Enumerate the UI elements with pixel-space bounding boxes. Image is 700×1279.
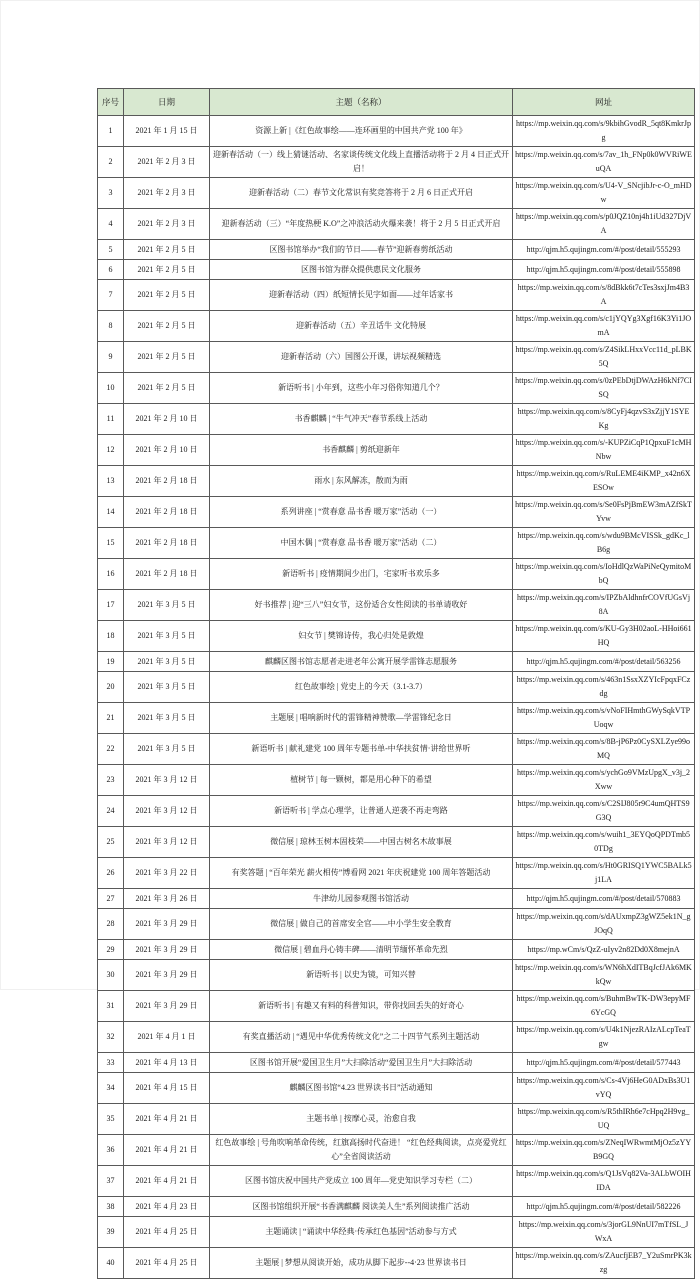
table-row [98, 1197, 695, 1217]
table-row [98, 528, 695, 559]
row-url-cell: https://mp.weixin.qq.com/s/ZNeqIWRwmtMjOz5zYYB9GQ [513, 1135, 695, 1166]
row-title-cell: 妇女节 | 樊锦诗传，我心归处是敦煌 [210, 621, 513, 652]
row-url-cell: https://mp.weixin.qq.com/s/R5thIRh6e7cHpq2H9vg_UQ [513, 1104, 695, 1135]
row-date-cell: 2021 年 2 月 3 日 [124, 147, 210, 178]
row-title-cell: 区图书馆举办“我们的节日——春节”迎新春剪纸活动 [210, 240, 513, 260]
row-title-cell: 新语听书 | 以史为镜，可知兴替 [210, 960, 513, 991]
row-date-cell: 2021 年 4 月 21 日 [124, 1135, 210, 1166]
row-title-cell: 迎新春活动（六）国图公开课，讲坛视频精选 [210, 342, 513, 373]
row-url-cell: https://mp.weixin.qq.com/s/Ht0GRISQ1YWC5BALk5j1LA [513, 858, 695, 889]
table-row [98, 703, 695, 734]
row-date-cell: 2021 年 3 月 29 日 [124, 909, 210, 940]
row-index-cell: 20 [98, 672, 124, 703]
row-date-cell: 2021 年 3 月 5 日 [124, 652, 210, 672]
table-row [98, 858, 695, 889]
table-row [98, 1217, 695, 1248]
row-index-cell: 29 [98, 940, 124, 960]
row-index-cell: 26 [98, 858, 124, 889]
row-date-cell: 2021 年 2 月 5 日 [124, 280, 210, 311]
row-index-cell: 12 [98, 435, 124, 466]
table-row [98, 734, 695, 765]
row-url-cell: https://mp.weixin.qq.com/s/p0JQZ10nj4h1iUd327DjVA [513, 209, 695, 240]
row-url-cell: https://mp.weixin.qq.com/s/8B-jP6Pz0CySXLZye99oMQ [513, 734, 695, 765]
row-title-cell: 区图书馆庆祝中国共产党成立 100 周年—党史知识学习专栏（二） [210, 1166, 513, 1197]
row-title-cell: 新语听书 | 疫情期间少出门，宅家听书欢乐多 [210, 559, 513, 590]
row-title-cell: 主题书单 | 按摩心灵，治愈自我 [210, 1104, 513, 1135]
row-index-cell: 30 [98, 960, 124, 991]
table-row [98, 652, 695, 672]
row-index-cell: 17 [98, 590, 124, 621]
row-date-cell: 2021 年 2 月 18 日 [124, 559, 210, 590]
row-index-cell: 18 [98, 621, 124, 652]
row-url-cell: https://mp.weixin.qq.com/s/RuLEME4iKMP_x42n6XESOw [513, 466, 695, 497]
row-title-cell: 微信展 | 碧血丹心铸丰碑——清明节缅怀革命先烈 [210, 940, 513, 960]
table-row [98, 590, 695, 621]
row-url-cell: http://qjm.h5.qujingm.com/#/post/detail/563256 [513, 652, 695, 672]
row-date-cell: 2021 年 4 月 23 日 [124, 1197, 210, 1217]
row-url-cell: https://mp.weixin.qq.com/s/IPZbAldhnfrCOVfUGsVj8A [513, 590, 695, 621]
row-index-cell: 35 [98, 1104, 124, 1135]
table-row [98, 116, 695, 147]
row-url-cell: https://mp.weixin.qq.com/s/Z4SikLHxxVcc11d_pLBK5Q [513, 342, 695, 373]
row-url-cell: https://mp.weixin.qq.com/s/7av_1h_FNp0k0WVRiWEuQA [513, 147, 695, 178]
table-row [98, 178, 695, 209]
row-url-cell: http://qjm.h5.qujingm.com/#/post/detail/582226 [513, 1197, 695, 1217]
row-url-cell: https://mp.weixin.qq.com/s/463n1SsxXZYIcFpqxFCzdg [513, 672, 695, 703]
row-index-cell: 14 [98, 497, 124, 528]
row-date-cell: 2021 年 3 月 12 日 [124, 765, 210, 796]
row-url-cell: https://mp.weixin.qq.com/s/U4k1NjezRAIzALcpTeaTgw [513, 1022, 695, 1053]
row-index-cell: 19 [98, 652, 124, 672]
row-url-cell: https://mp.weixin.qq.com/s/0zPEbDtjDWAzH6kNf7CISQ [513, 373, 695, 404]
row-title-cell: 迎新春活动（一）线上猜谜活动、名家谈传统文化线上直播活动将于 2 月 4 日正式开启！ [210, 147, 513, 178]
row-index-cell: 13 [98, 466, 124, 497]
row-date-cell: 2021 年 3 月 5 日 [124, 703, 210, 734]
row-title-cell: 迎新春活动（五）辛丑话牛 文化特展 [210, 311, 513, 342]
row-title-cell: 主题诵读 | “诵读中华经典·传承红色基因”活动参与方式 [210, 1217, 513, 1248]
row-url-cell: https://mp.weixin.qq.com/s/Se0FsPjBmEW3mAZfSkTYvw [513, 497, 695, 528]
table-row [98, 940, 695, 960]
table-row [98, 1248, 695, 1279]
table-row [98, 404, 695, 435]
row-index-cell: 7 [98, 280, 124, 311]
row-title-cell: 资源上新 |《红色故事绘——连环画里的中国共产党 100 年》 [210, 116, 513, 147]
header-cell-title: 主题（名称） [210, 89, 513, 116]
row-url-cell: https://mp.weixin.qq.com/s/BuhmBwTK-DW3epyMF6YcGQ [513, 991, 695, 1022]
table-row [98, 1135, 695, 1166]
table-row [98, 909, 695, 940]
table-row [98, 672, 695, 703]
row-date-cell: 2021 年 2 月 18 日 [124, 466, 210, 497]
row-url-cell: https://mp.weixin.qq.com/s/ychGo9VMzUpgX_v3j_2Xww [513, 765, 695, 796]
row-index-cell: 15 [98, 528, 124, 559]
row-title-cell: 系列讲座 | “赏春意 品书香 暖万家”活动（一） [210, 497, 513, 528]
table-row [98, 209, 695, 240]
row-url-cell: http://qjm.h5.qujingm.com/#/post/detail/555293 [513, 240, 695, 260]
row-index-cell: 39 [98, 1217, 124, 1248]
header-cell-date: 日期 [124, 89, 210, 116]
table-row [98, 1053, 695, 1073]
table-row [98, 1022, 695, 1053]
table-row [98, 373, 695, 404]
row-index-cell: 33 [98, 1053, 124, 1073]
row-index-cell: 36 [98, 1135, 124, 1166]
row-index-cell: 23 [98, 765, 124, 796]
row-url-cell: http://qjm.h5.qujingm.com/#/post/detail/555898 [513, 260, 695, 280]
row-title-cell: 微信展 | 琼林玉树本固枝荣——中国古树名木故事展 [210, 827, 513, 858]
table-row [98, 889, 695, 909]
row-index-cell: 40 [98, 1248, 124, 1279]
row-date-cell: 2021 年 3 月 22 日 [124, 858, 210, 889]
table-row [98, 991, 695, 1022]
table-row [98, 435, 695, 466]
row-title-cell: 有奖答题 | “百年荣光 薪火相传”博看网 2021 年庆祝建党 100 周年答题活动 [210, 858, 513, 889]
header-cell-url: 网址 [513, 89, 695, 116]
row-title-cell: 中国木偶 | “赏春意 品书香 暖万家”活动（二） [210, 528, 513, 559]
row-index-cell: 21 [98, 703, 124, 734]
row-date-cell: 2021 年 3 月 12 日 [124, 796, 210, 827]
row-title-cell: 牛津幼儿园参观图书馆活动 [210, 889, 513, 909]
row-index-cell: 37 [98, 1166, 124, 1197]
row-title-cell: 雨水 | 东风解冻，散而为雨 [210, 466, 513, 497]
row-index-cell: 28 [98, 909, 124, 940]
row-url-cell: https://mp.weixin.qq.com/s/Cs-4Vj6HeG0ADxBs3U1vYQ [513, 1073, 695, 1104]
row-url-cell: https://mp.weixin.qq.com/s/3jorGL9NnUI7mTfSL_JWxA [513, 1217, 695, 1248]
row-url-cell: https://mp.weixin.qq.com/s/U4-V_SNcjibJr-c-O_mHDw [513, 178, 695, 209]
row-date-cell: 2021 年 3 月 5 日 [124, 672, 210, 703]
row-url-cell: https://mp.weixin.qq.com/s/-KUPZiCqP1QpxuF1cMHNbw [513, 435, 695, 466]
row-url-cell: https://mp.weixin.qq.com/s/Q1JsVq82Va-3ALbWOIHIDA [513, 1166, 695, 1197]
table-row [98, 260, 695, 280]
row-title-cell: 麒麟区图书馆“4.23 世界读书日”活动通知 [210, 1073, 513, 1104]
row-title-cell: 迎新春活动（二）春节文化常识有奖竞答将于 2 月 6 日正式开启 [210, 178, 513, 209]
row-url-cell: https://mp.weixin.qq.com/s/ZAucfjEB7_Y2uSmrPK3kzg [513, 1248, 695, 1279]
row-date-cell: 2021 年 4 月 25 日 [124, 1217, 210, 1248]
row-title-cell: 书香麒麟 | “牛气冲天”春节系线上活动 [210, 404, 513, 435]
row-date-cell: 2021 年 1 月 15 日 [124, 116, 210, 147]
table-row [98, 827, 695, 858]
row-index-cell: 25 [98, 827, 124, 858]
row-index-cell: 24 [98, 796, 124, 827]
row-url-cell: https://mp.weixin.qq.com/s/8CyFj4qzvS3xZjjY1SYEKg [513, 404, 695, 435]
table-row [98, 280, 695, 311]
row-date-cell: 2021 年 2 月 5 日 [124, 240, 210, 260]
row-date-cell: 2021 年 2 月 3 日 [124, 209, 210, 240]
row-index-cell: 11 [98, 404, 124, 435]
row-url-cell: https://mp.weixin.qq.com/s/8dBkk6t7cTes3sxjJm4B3A [513, 280, 695, 311]
table-header-row [98, 89, 695, 116]
row-date-cell: 2021 年 2 月 18 日 [124, 497, 210, 528]
row-url-cell: https://mp.weixin.qq.com/s/c1jYQYg3Xgf16K3Yi1JOmA [513, 311, 695, 342]
row-index-cell: 8 [98, 311, 124, 342]
row-title-cell: 区图书馆组织开展“书香满麒麟 阅读美人生”系列阅读推广活动 [210, 1197, 513, 1217]
table-row [98, 621, 695, 652]
row-title-cell: 好书推荐 | 迎“三八”妇女节，这份适合女性阅读的书单请收好 [210, 590, 513, 621]
row-title-cell: 主题展 | 唱响新时代的雷锋精神赞歌—学雷锋纪念日 [210, 703, 513, 734]
row-index-cell: 27 [98, 889, 124, 909]
row-url-cell: https://mp.wCm/s/QzZ-uIyv2n82Dd0X8mejnA [513, 940, 695, 960]
table-row [98, 796, 695, 827]
row-index-cell: 10 [98, 373, 124, 404]
row-index-cell: 16 [98, 559, 124, 590]
table-row [98, 240, 695, 260]
table-row [98, 466, 695, 497]
row-title-cell: 区图书馆为群众提供惠民文化服务 [210, 260, 513, 280]
row-index-cell: 6 [98, 260, 124, 280]
table-row [98, 765, 695, 796]
row-date-cell: 2021 年 3 月 29 日 [124, 940, 210, 960]
row-url-cell: https://mp.weixin.qq.com/s/wuih1_3EYQoQPDTmb50TDg [513, 827, 695, 858]
row-index-cell: 2 [98, 147, 124, 178]
row-index-cell: 4 [98, 209, 124, 240]
row-date-cell: 2021 年 2 月 5 日 [124, 342, 210, 373]
row-date-cell: 2021 年 3 月 26 日 [124, 889, 210, 909]
table-row [98, 1166, 695, 1197]
row-title-cell: 迎新春活动（三）“年度热梗 K.O”之冲浪活动火爆来袭！将于 2 月 5 日正式开启 [210, 209, 513, 240]
row-title-cell: 麒麟区图书馆志愿者走进老年公寓开展学雷锋志愿服务 [210, 652, 513, 672]
row-title-cell: 新语听书 | 献礼建党 100 周年专题书单-中华扶贫情·讲给世界听 [210, 734, 513, 765]
row-date-cell: 2021 年 3 月 5 日 [124, 734, 210, 765]
row-index-cell: 22 [98, 734, 124, 765]
row-title-cell: 主题展 | 梦想从阅读开始，成功从脚下起步--4·23 世界读书日 [210, 1248, 513, 1279]
table-row [98, 311, 695, 342]
row-date-cell: 2021 年 4 月 1 日 [124, 1022, 210, 1053]
row-url-cell: https://mp.weixin.qq.com/s/vNoFIHmthGWySqkVTPUoqw [513, 703, 695, 734]
row-index-cell: 32 [98, 1022, 124, 1053]
row-title-cell: 迎新春活动（四）纸短情长见字如面——过年话家书 [210, 280, 513, 311]
row-title-cell: 植树节 | 每一颗树，都是用心种下的希望 [210, 765, 513, 796]
row-date-cell: 2021 年 4 月 21 日 [124, 1166, 210, 1197]
row-url-cell: https://mp.weixin.qq.com/s/C2SIJ805r9C4umQHTS9G3Q [513, 796, 695, 827]
table-row [98, 1073, 695, 1104]
row-title-cell: 新语听书 | 小年到，这些小年习俗你知道几个？ [210, 373, 513, 404]
row-index-cell: 31 [98, 991, 124, 1022]
row-url-cell: http://qjm.h5.qujingm.com/#/post/detail/570883 [513, 889, 695, 909]
row-title-cell: 书香麒麟 | 剪纸迎新年 [210, 435, 513, 466]
table-row [98, 342, 695, 373]
row-index-cell: 3 [98, 178, 124, 209]
row-date-cell: 2021 年 3 月 29 日 [124, 960, 210, 991]
row-url-cell: https://mp.weixin.qq.com/s/KU-Gy3H02aoL-HHoi661HQ [513, 621, 695, 652]
row-url-cell: https://mp.weixin.qq.com/s/IoHdlQzWaPiNeQymitoMbQ [513, 559, 695, 590]
table-row [98, 147, 695, 178]
row-index-cell: 9 [98, 342, 124, 373]
row-index-cell: 1 [98, 116, 124, 147]
row-date-cell: 2021 年 2 月 18 日 [124, 528, 210, 559]
activity-table [97, 88, 695, 1279]
row-date-cell: 2021 年 3 月 5 日 [124, 590, 210, 621]
row-date-cell: 2021 年 3 月 12 日 [124, 827, 210, 858]
table-row [98, 497, 695, 528]
row-date-cell: 2021 年 2 月 5 日 [124, 260, 210, 280]
row-index-cell: 38 [98, 1197, 124, 1217]
row-date-cell: 2021 年 3 月 5 日 [124, 621, 210, 652]
row-title-cell: 新语听书 | 有趣又有料的科普知识，带你找回丢失的好奇心 [210, 991, 513, 1022]
table-body [98, 116, 695, 1279]
table-row [98, 559, 695, 590]
row-url-cell: https://mp.weixin.qq.com/s/dAUxmpZ3gWZ5ek1N_gJOqQ [513, 909, 695, 940]
row-date-cell: 2021 年 4 月 13 日 [124, 1053, 210, 1073]
row-title-cell: 新语听书 | 学点心理学，让普通人逆袭不再走弯路 [210, 796, 513, 827]
row-url-cell: https://mp.weixin.qq.com/s/wdu9BMcVISSk_gdKc_lB6g [513, 528, 695, 559]
row-date-cell: 2021 年 2 月 10 日 [124, 435, 210, 466]
row-date-cell: 2021 年 4 月 21 日 [124, 1104, 210, 1135]
row-url-cell: https://mp.weixin.qq.com/s/9kbihGvodR_5qt8KmkrJpg [513, 116, 695, 147]
row-title-cell: 红色故事绘 | 号角吹响革命传统，红旗高扬时代奋进！ “红色经典阅读，点亮爱党红心”全省阅读活动 [210, 1135, 513, 1166]
header-cell-index: 序号 [98, 89, 124, 116]
table-row [98, 1104, 695, 1135]
row-date-cell: 2021 年 3 月 29 日 [124, 991, 210, 1022]
row-index-cell: 5 [98, 240, 124, 260]
row-date-cell: 2021 年 4 月 25 日 [124, 1248, 210, 1279]
row-date-cell: 2021 年 4 月 15 日 [124, 1073, 210, 1104]
row-title-cell: 红色故事绘 | 党史上的今天（3.1-3.7） [210, 672, 513, 703]
row-date-cell: 2021 年 2 月 5 日 [124, 311, 210, 342]
row-url-cell: https://mp.weixin.qq.com/s/WN6hXdITBqJcfJAk6MKkQw [513, 960, 695, 991]
row-date-cell: 2021 年 2 月 3 日 [124, 178, 210, 209]
row-url-cell: http://qjm.h5.qujingm.com/#/post/detail/577443 [513, 1053, 695, 1073]
table-row [98, 960, 695, 991]
row-title-cell: 微信展 | 做自己的首席安全官——中小学生安全教育 [210, 909, 513, 940]
row-title-cell: 区图书馆开展“爱国卫生月”大扫除活动“爱国卫生月”大扫除活动 [210, 1053, 513, 1073]
row-title-cell: 有奖直播活动 | “遇见中华优秀传统文化”之二十四节气系列主题活动 [210, 1022, 513, 1053]
row-date-cell: 2021 年 2 月 5 日 [124, 373, 210, 404]
row-index-cell: 34 [98, 1073, 124, 1104]
row-date-cell: 2021 年 2 月 10 日 [124, 404, 210, 435]
